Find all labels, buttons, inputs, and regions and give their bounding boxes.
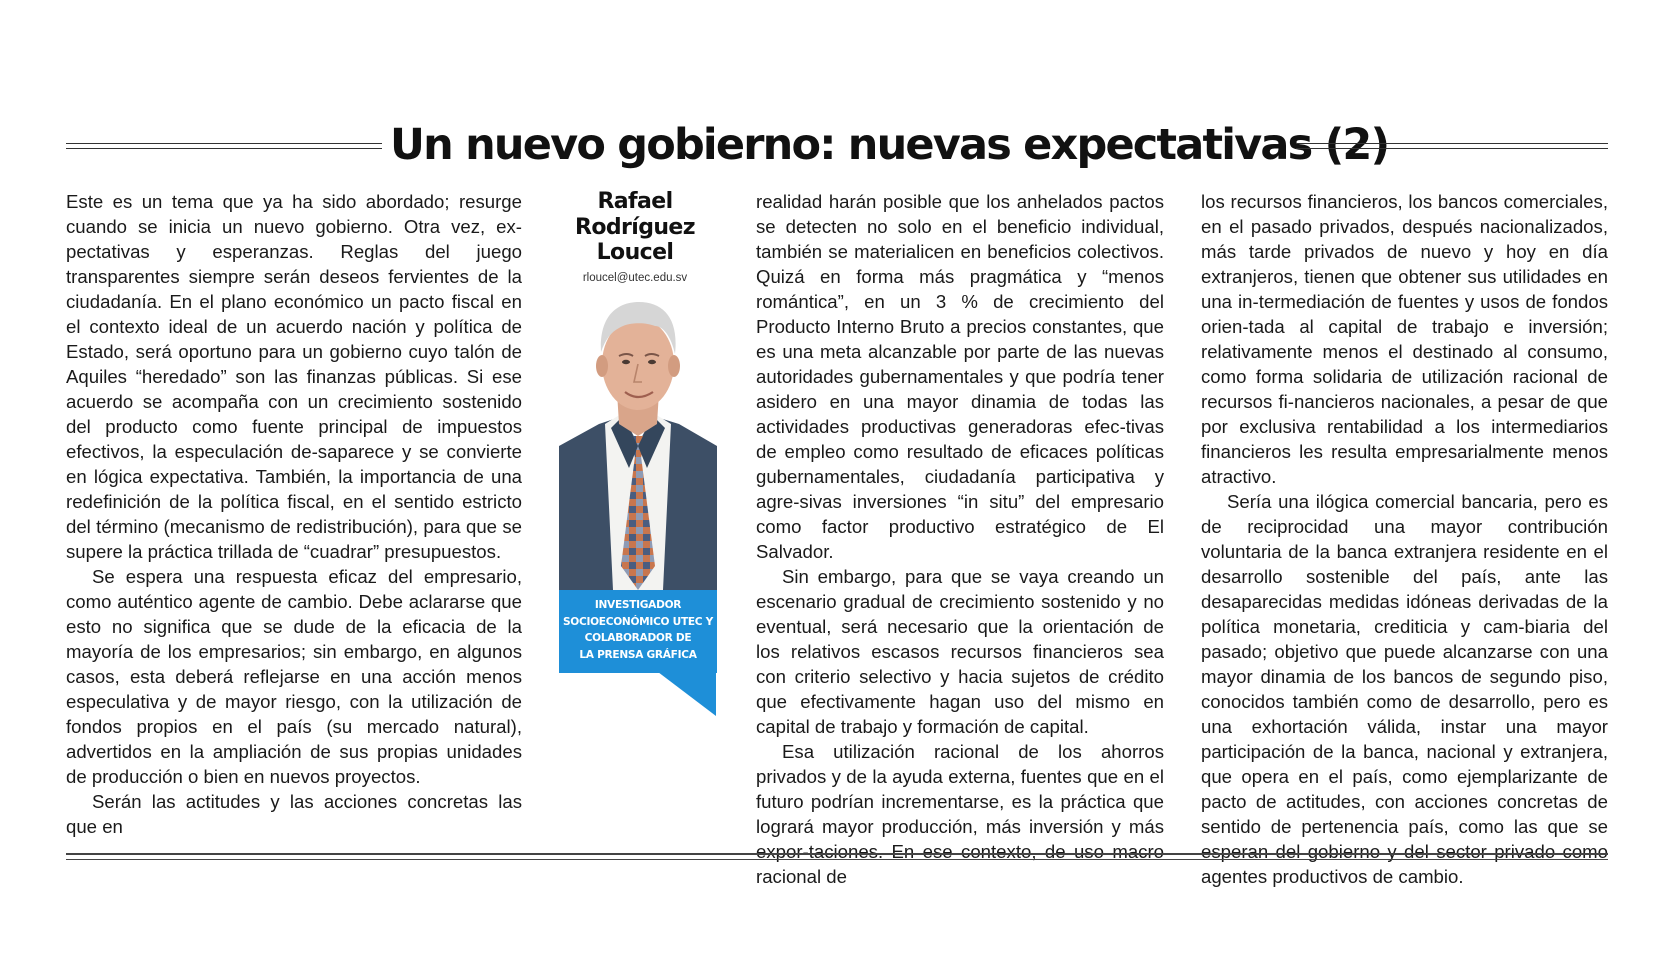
author-portrait-illustration [559,296,717,590]
role-line: LA PRENSA GRÁFICA [579,648,697,661]
headline-rule-right [1296,143,1608,149]
author-middle-name: Rodríguez [575,214,695,240]
bottom-rule [66,853,1608,860]
paragraph: Sería una ilógica comercial bancaria, pero es de reciprocidad una mayor contribución voluntaria de la banca extranjera residente en el desarrollo sostenible del país, ante las desaparecidas medidas idóneas derivadas de la política monetaria, crediticia y cam-biaria del pasado; objetivo que puede alcanzarse con una mayor dinamia de los bancos de segundo piso, conocidos también como de desarrollo, pero es una exhortación válida, instar una mayor participación de la banca, nacional y extranjera, que opera en el país, como ejemplarizante de pacto de actitudes, con acciones concretas de sentido de pertenencia país, como las que se esperan del gobierno y del sector privado como agentes productivos de cambio. [1201,491,1608,887]
badge-tail [658,672,716,716]
author-name [556,189,714,266]
paragraph: Serán las actitudes y las acciones concretas las que en [66,791,522,837]
paragraph: realidad harán posible que los anhelados pactos se detecten no solo en el beneficio individual, también se materialicen en beneficios colectivos. Quizá en forma más pragmática y “menos romántica”, en un 3 % de crecimiento del Producto Interno Bruto a precios constantes, que es una meta alcanzable por parte de las nuevas autoridades gubernamentales y que podría tener asidero en una mayor dinamia de todas las actividades productivas generadoras efec-tivas de empleo como resultado de eficaces políticas gubernamentales, ciudadanía participativa y agre-sivas inversiones “in situ” del empresario como factor productivo estratégico de El Salvador. [756,191,1164,562]
author-photo [559,296,717,590]
article-column-1 [66,189,522,839]
author-first-name: Rafael [597,189,673,214]
role-line: INVESTIGADOR [594,599,682,611]
role-line: COLABORADOR DE [584,632,692,644]
role-line: SOCIOECONÓMICO UTEC Y [562,615,714,628]
paragraph: Esa utilización racional de los ahorros privados y de la ayuda externa, fuentes que en el futuro podrían incrementarse, es la práctica que logrará mayor producción, más inversión y más expor-taciones. En ese contexto, de uso macro racional de [756,741,1164,887]
article-column-3 [1201,189,1608,889]
author-role-badge [559,590,717,673]
paragraph: Se espera una respuesta eficaz del empresario, como auténtico agente de cambio. Debe aclararse que esto no significa que se dude de la eficacia de la mayoría de los empresarios; sin embargo, en algunos casos, esta deberá reflejarse en una acción menos especulativa y de mayor riesgo, con la utilización de fondos propios en el país (su mercado natural), advertidos en la ampliación de sus propias unidades de producción o bien en nuevos proyectos. [66,566,522,787]
headline-rule-left [66,143,382,149]
author-last-name: Loucel [596,240,674,265]
paragraph: Este es un tema que ya ha sido abordado; resurge cuando se inicia un nuevo gobierno. Otra vez, ex-pectativas y esperanzas. Reglas del juego transparentes siempre serán deseos fervientes de la ciudadanía. En el plano económico un pacto fiscal en el contexto ideal de un acuerdo nación y política de Estado, será oportuno para un gobierno cuyo talón de Aquiles “heredado” son las finanzas públicas. Si ese acuerdo se acompaña con un crecimiento sostenido del producto como fuente principal de impuestos efectivos, la especulación de-saparece y se convierte en lógica expectativa. También, la importancia de una redefinición de la política fiscal, en el sentido estricto del término (mecanismo de redistribución), para que se supere la práctica trillada de “cuadrar” presupuestos. [66,191,522,562]
paragraph: Sin embargo, para que se vaya creando un escenario gradual de crecimiento sostenido y no eventual, será necesario que la orientación de los relativos escasos recursos financieros sea con criterio selectivo y hacia sujetos de crédito que efectivamente hagan uso del mismo en capital de trabajo y formación de capital. [756,566,1164,737]
headline: Un nuevo gobierno: nuevas expectativas (2) [390,120,1389,170]
author-email[interactable]: rloucel@utec.edu.sv [582,272,688,284]
paragraph: los recursos financieros, los bancos comerciales, en el pasado privados, después nacionalizados, más tarde privados de nuevo y hoy en día extranjeros, tienen que obtener sus utilidades en una in-termediación de fuentes y usos de fondos orien-tada al capital de trabajo e inversión; relativamente menos el destinado al consumo, como forma solidaria de utilización racional de recursos fi-nancieros nacionales, a pesar de que por exclusiva rentabilidad a los intermediarios financieros les resulta empresarialmente menos atractivo. [1201,191,1608,487]
article-column-2 [756,189,1164,889]
